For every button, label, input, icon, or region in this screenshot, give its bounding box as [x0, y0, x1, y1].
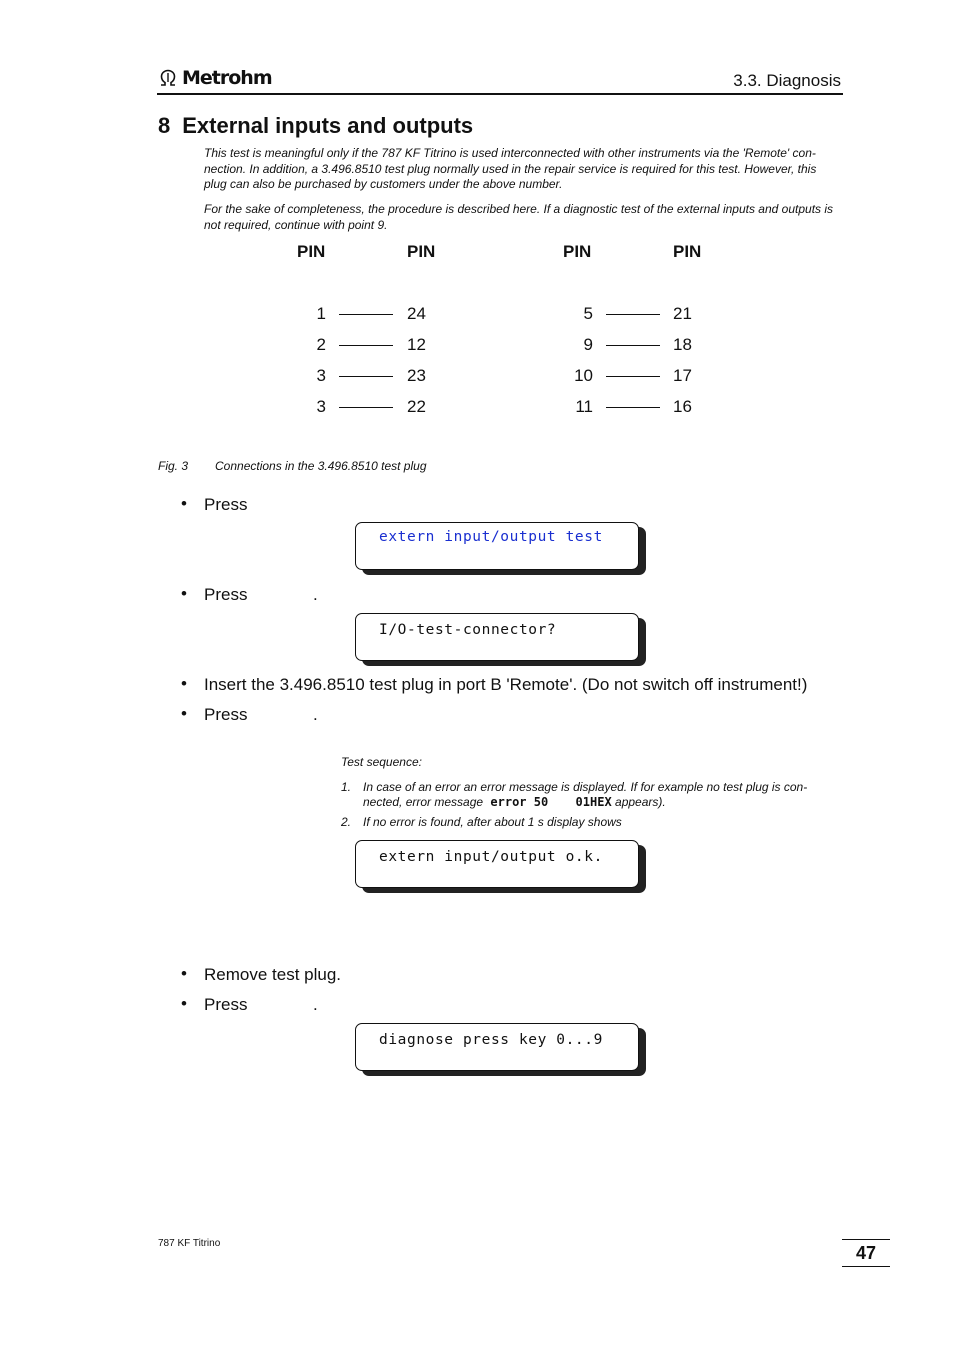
- pin-number: 22: [407, 397, 426, 416]
- footer-doc-title: 787 KF Titrino: [158, 1238, 221, 1249]
- pin-number: 2: [316, 335, 326, 354]
- pin-number: 18: [673, 335, 692, 354]
- pin-header: PIN: [297, 242, 326, 261]
- sequence-item-number: 2.: [341, 815, 352, 829]
- pin-number: 16: [673, 397, 692, 416]
- pin-number: 23: [407, 366, 426, 385]
- step-text: Press: [204, 705, 248, 724]
- figure-caption: Connections in the 3.496.8510 test plug: [215, 459, 427, 473]
- figure-label: Fig. 3: [158, 459, 189, 473]
- header-rule: [157, 93, 843, 95]
- intro-paragraph-2: For the sake of completeness, the procedure is described here. If a diagnostic test of the external inputs and outputs is not required, continue with point 9.: [204, 202, 834, 232]
- bullet: •: [181, 964, 187, 983]
- pin-number: 10: [574, 366, 593, 385]
- step-text: Press: [204, 585, 248, 604]
- lcd-display: [355, 613, 639, 661]
- bullet: •: [181, 494, 187, 513]
- intro-paragraph-1: This test is meaningful only if the 787 KF Titrino is used interconnected with other instruments via the 'Remote' con-nection. In addition, a 3.496.8510 test plug normally used in the repair service is required for this test. However, this plug can also be purchased by customers under the above number.: [204, 146, 817, 191]
- pin-connection-line: [339, 345, 393, 346]
- sequence-item-1: In case of an error an error message is displayed. If for example no test plug is con-: [363, 780, 808, 794]
- sequence-item-1-cont: [363, 795, 666, 811]
- pin-header: PIN: [673, 242, 702, 261]
- bullet: •: [181, 704, 187, 723]
- bullet: •: [181, 674, 187, 693]
- pin-connection-line: [339, 376, 393, 377]
- lcd-display: [355, 1023, 639, 1071]
- pin-header: PIN: [407, 242, 436, 261]
- page-number: 47: [842, 1239, 890, 1267]
- lcd-text: diagnose press key 0...9: [379, 1032, 603, 1048]
- section-label: 3.3. Diagnosis: [733, 71, 841, 90]
- logo-text: Metrohm: [182, 67, 272, 89]
- pin-number: 17: [673, 366, 692, 385]
- pin-connection-line: [606, 345, 660, 346]
- step-period: .: [313, 585, 318, 604]
- sequence-item-number: 1.: [341, 780, 352, 794]
- pin-header: PIN: [563, 242, 592, 261]
- pin-connection-line: [339, 407, 393, 408]
- step-text: Press: [204, 995, 248, 1014]
- sequence-text: nected, error message: [363, 795, 484, 809]
- step-period: .: [313, 995, 318, 1014]
- pin-number: 11: [575, 397, 593, 416]
- pin-number: 12: [407, 335, 426, 354]
- title-number: 8: [158, 113, 171, 138]
- pin-number: 5: [583, 304, 593, 323]
- error-code: error 50: [490, 795, 549, 809]
- step-text: Press: [204, 495, 248, 514]
- pin-connection-line: [339, 314, 393, 315]
- step-period: .: [313, 705, 318, 724]
- lcd-text: extern input/output test: [379, 529, 603, 545]
- pin-number: 3: [316, 397, 326, 416]
- pin-number: 1: [316, 304, 326, 323]
- metrohm-logo: [158, 66, 272, 90]
- sequence-item-2: If no error is found, after about 1 s display shows: [363, 815, 622, 829]
- page-title: [158, 113, 473, 139]
- pin-number: 21: [673, 304, 692, 323]
- bullet: •: [181, 584, 187, 603]
- bullet: •: [181, 994, 187, 1013]
- lcd-text: I/O-test-connector?: [379, 622, 557, 638]
- pin-connection-line: [606, 376, 660, 377]
- step-text: Remove test plug.: [204, 965, 342, 984]
- pin-number: 24: [407, 304, 426, 323]
- lcd-text: extern input/output o.k.: [379, 849, 603, 865]
- pin-number: 3: [316, 366, 326, 385]
- pin-connection-line: [606, 407, 660, 408]
- title-text: External inputs and outputs: [182, 113, 474, 138]
- sequence-heading: Test sequence:: [341, 755, 422, 769]
- lcd-display: [355, 522, 639, 570]
- step-text: Insert the 3.496.8510 test plug in port B 'Remote'. (Do not switch off instrument!): [204, 675, 808, 694]
- pin-connection-line: [606, 314, 660, 315]
- pin-number: 9: [583, 335, 593, 354]
- sequence-text: appears).: [615, 795, 666, 809]
- error-hex: 01HEX: [575, 795, 612, 809]
- lcd-display: [355, 840, 639, 888]
- metrohm-omega-icon: [158, 68, 178, 88]
